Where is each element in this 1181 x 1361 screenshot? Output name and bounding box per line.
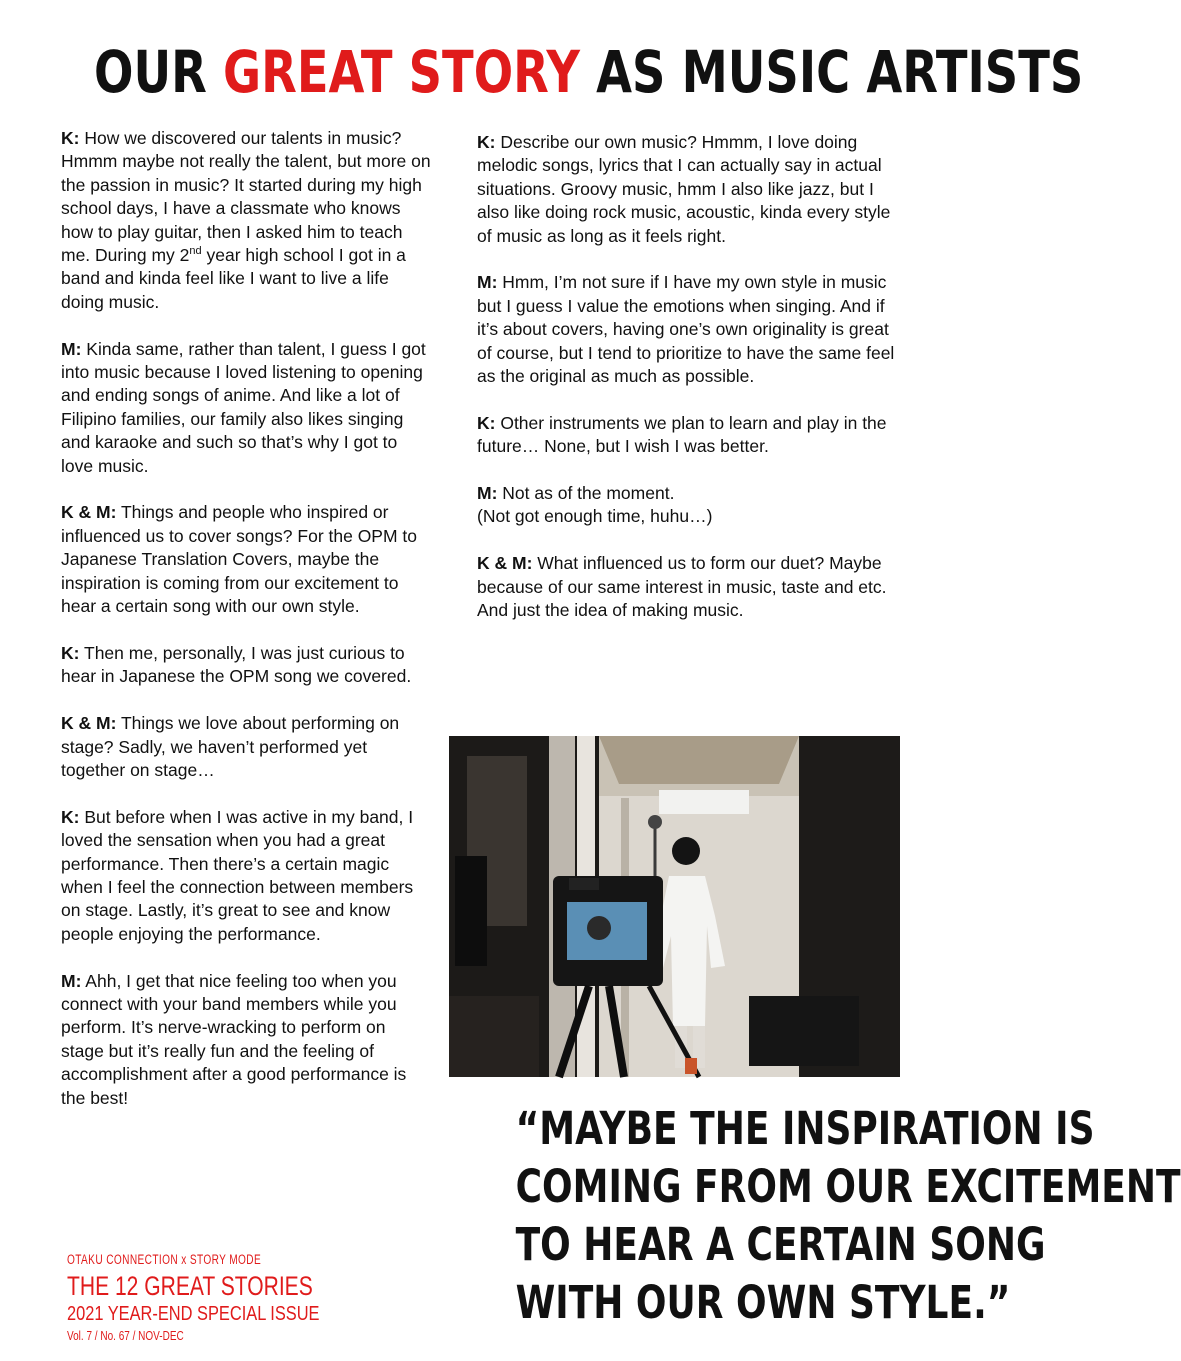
quote-line: COMING FROM OUR EXCITEMENT [515, 1160, 1181, 1213]
speaker-label: K: [61, 806, 80, 827]
answer-paragraph: K: Then me, personally, I was just curious to hear in Japanese the OPM song we covered. [61, 642, 412, 687]
speaker-label: K: [477, 132, 496, 152]
footer-issue: 2021 YEAR-END SPECIAL ISSUE [67, 1303, 320, 1325]
speaker-label: K & M: [61, 713, 117, 734]
page-title [94, 34, 1084, 110]
answer-paragraph: K: Describe our own music? Hmmm, I love doing melodic songs, lyrics that I can actually say in actual situations. Groovy music, hmm I also like jazz, but I also like doing rock music, acoustic, kinda every style of music as long as it feels right. [477, 132, 891, 246]
interview-right-column [477, 131, 897, 646]
speaker-label: M: [477, 272, 498, 293]
speaker-label: K: [61, 642, 80, 663]
speaker-label: M: [61, 970, 82, 991]
pull-quote [515, 1100, 1181, 1332]
ordinal-suffix: nd [189, 245, 202, 258]
speaker-label: K: [61, 128, 80, 148]
footer-volume: Vol. 7 / No. 67 / NOV-DEC [67, 1329, 184, 1343]
quote-line: TO HEAR A CERTAIN SONG [515, 1218, 1046, 1271]
answer-paragraph: K & M: Things and people who inspired or influenced us to cover songs? For the OPM to Japanese Translation Covers, maybe the inspiration is coming from our excitement to hear a certain song with our own style. [61, 502, 418, 617]
answer-paragraph: K & M: Things we love about performing on stage? Sadly, we haven’t performed yet together on stage… [61, 713, 400, 780]
title-post: AS MUSIC ARTISTS [579, 38, 1084, 106]
answer-paragraph: M: Ahh, I get that nice feeling too when you connect with your band members while you perform. It’s nerve-wracking to perform on stage but it’s really fun and the feeling of accomplishment after a good performance is the best! [61, 970, 407, 1108]
answer-paragraph: K: How we discovered our talents in music? Hmmm maybe not really the talent, but more on the passion in music? It started during my high school days, I have a classmate who knows how to play guitar, then I asked him to teach me. During my 2nd year high school I got in a band and kinda feel like I want to live a life doing music. [61, 128, 431, 312]
interview-left-column [61, 127, 433, 1133]
title-pre: OUR [94, 38, 224, 106]
speaker-label: K & M: [477, 553, 533, 574]
answer-paragraph: K: Other instruments we plan to learn and play in the future… None, but I wish I was better. [477, 412, 887, 457]
answer-paragraph: M: Not as of the moment. (Not got enough time, huhu…) [477, 483, 713, 527]
answer-paragraph: M: Kinda same, rather than talent, I guess I got into music because I loved listening to opening and ending songs of anime. And like a lot of Filipino families, our family also likes singing and karaoke and such so that’s why I got to love music. [61, 338, 426, 476]
answer-paragraph: K: But before when I was active in my band, I loved the sensation when you had a great performance. Then there’s a certain magic when I feel the connection between members on stage. Lastly, it’s great to see and know people enjoying the performance. [61, 806, 414, 944]
speaker-label: M: [61, 338, 82, 359]
quote-line: WITH OUR OWN STYLE.” [515, 1276, 1011, 1329]
issue-footer [67, 1250, 387, 1345]
speaker-label: K: [477, 412, 496, 433]
recording-studio-photo [449, 736, 900, 1077]
title-accent: GREAT STORY [223, 38, 580, 106]
quote-line: “MAYBE THE INSPIRATION IS [515, 1102, 1095, 1155]
answer-paragraph: K & M: What influenced us to form our duet? Maybe because of our same interest in music, taste and etc. And just the idea of making music. [477, 553, 887, 621]
answer-paragraph: M: Hmm, I’m not sure if I have my own style in music but I guess I value the emotions when singing. And if it’s about covers, having one’s own originality is great of course, but I tend to prioritize to have the same feel as the original as much as possible. [477, 272, 895, 387]
speaker-label: M: [477, 483, 498, 504]
footer-collab: OTAKU CONNECTION x STORY MODE [67, 1252, 262, 1267]
speaker-label: K & M: [61, 502, 117, 523]
footer-series-title: THE 12 GREAT STORIES [67, 1271, 313, 1301]
